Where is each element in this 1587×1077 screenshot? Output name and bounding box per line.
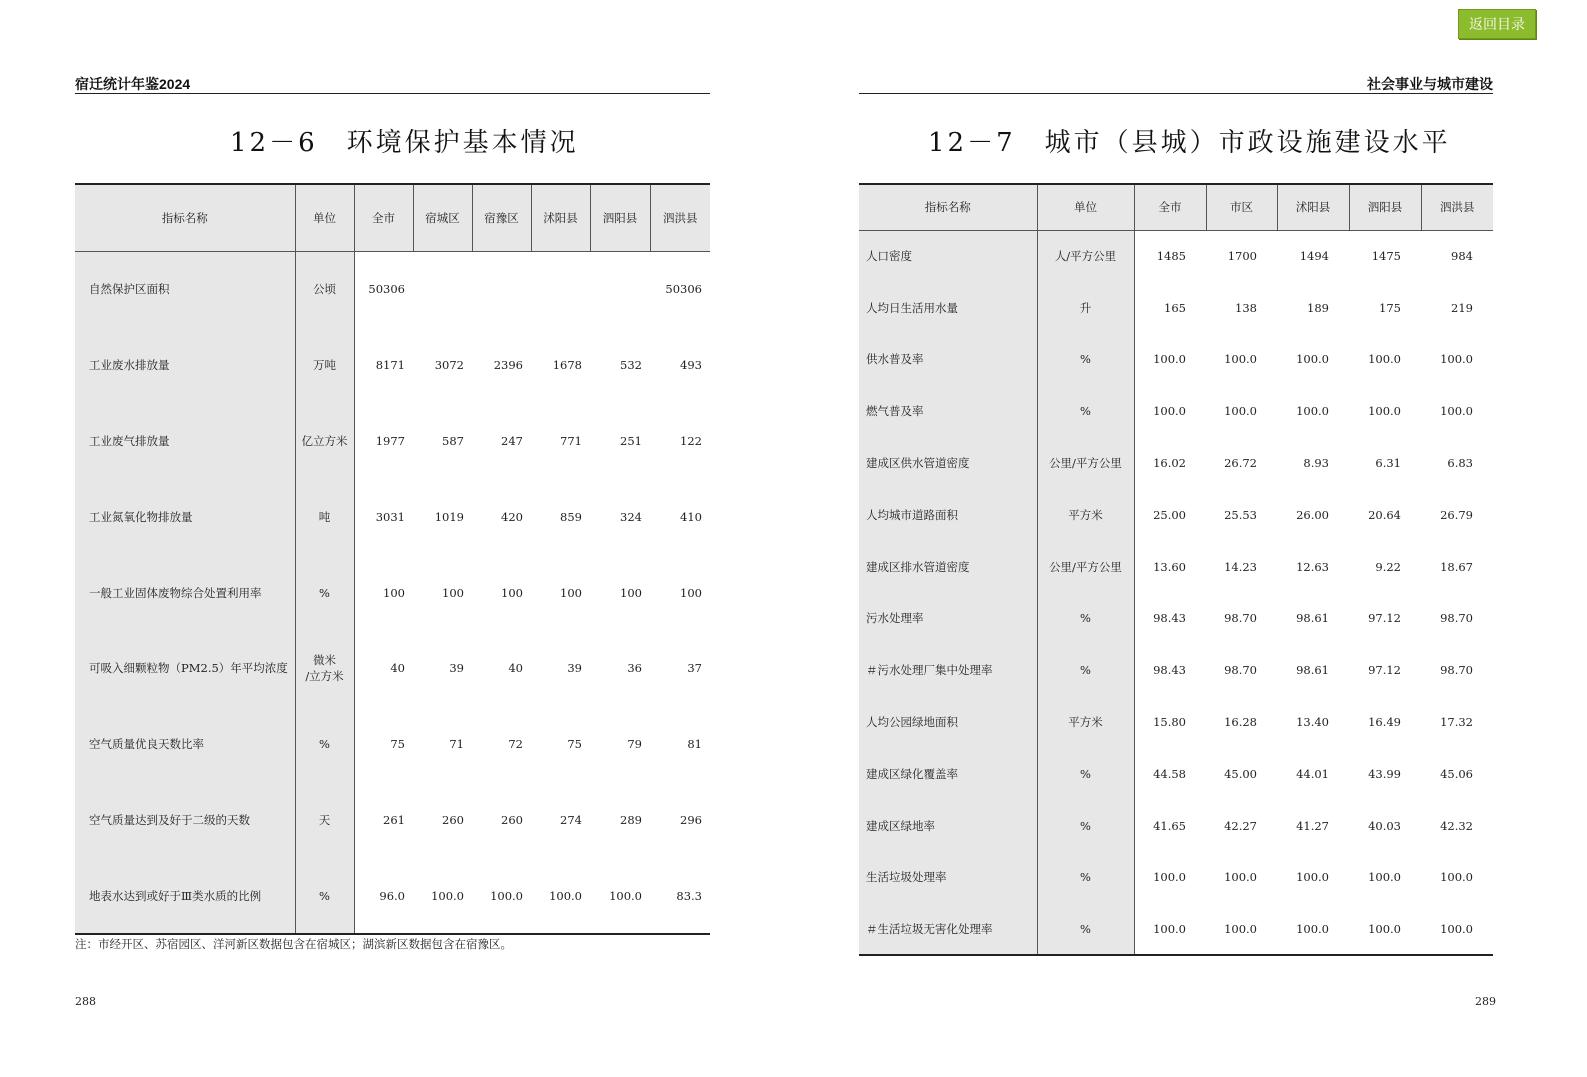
table-row	[859, 437, 1493, 489]
value-cell: 296	[680, 813, 702, 828]
value-cell: 12.63	[1296, 559, 1329, 574]
value-cell: 100.0	[1368, 870, 1401, 885]
table-row	[75, 706, 710, 782]
value-cell: 3072	[434, 357, 464, 372]
table-title-right: 12－7 城市（县城）市政设施建设水平	[928, 128, 1451, 158]
column-header: 泗阳县	[1349, 184, 1421, 230]
unit-cell: 微米 /立方米	[295, 630, 354, 706]
value-cell: 25.53	[1224, 507, 1257, 522]
indicator-name: 建成区供水管道密度	[859, 437, 1037, 489]
value-cell: 100.0	[609, 888, 642, 903]
value-cell: 39	[449, 661, 464, 676]
indicator-name: 工业废水排放量	[75, 327, 295, 403]
value-cell: 13.60	[1153, 559, 1186, 574]
value-cell: 100.0	[1224, 404, 1257, 419]
value-cell: 100.0	[1368, 921, 1401, 936]
value-cell	[590, 251, 650, 327]
value-cell: 98.43	[1153, 611, 1186, 626]
table-row	[859, 541, 1493, 593]
unit-cell: %	[295, 858, 354, 934]
value-cell: 100.0	[549, 888, 582, 903]
value-cell: 8.93	[1303, 456, 1329, 471]
value-cell	[413, 251, 472, 327]
value-cell: 75	[390, 737, 405, 752]
value-cell: 20.64	[1368, 507, 1401, 522]
table-row	[859, 696, 1493, 748]
value-cell: 420	[501, 509, 523, 524]
unit-cell: 吨	[295, 479, 354, 555]
table-row	[75, 479, 710, 555]
unit-cell: %	[1037, 852, 1134, 904]
indicator-name: 可吸入细颗粒物（PM2.5）年平均浓度	[75, 630, 295, 706]
value-cell: 100.0	[1224, 352, 1257, 367]
value-cell: 2396	[493, 357, 523, 372]
value-cell	[472, 251, 531, 327]
value-cell: 771	[560, 433, 582, 448]
value-cell: 18.67	[1440, 559, 1473, 574]
table-row	[859, 593, 1493, 645]
table-title-left: 12－6 环境保护基本情况	[230, 128, 579, 158]
column-header: 沭阳县	[531, 184, 590, 251]
indicator-name: 自然保护区面积	[75, 251, 295, 327]
value-cell: 44.58	[1153, 766, 1186, 781]
value-cell: 122	[680, 433, 702, 448]
table-row	[75, 858, 710, 934]
page-number-left: 288	[75, 995, 96, 1008]
value-cell: 1678	[552, 357, 582, 372]
table-row	[75, 555, 710, 631]
value-cell: 100.0	[1440, 352, 1473, 367]
value-cell: 100.0	[431, 888, 464, 903]
value-cell: 100	[442, 585, 464, 600]
table-note: 注：市经开区、苏宿园区、洋河新区数据包含在宿城区；湖滨新区数据包含在宿豫区。	[75, 937, 512, 951]
value-cell: 97.12	[1368, 663, 1401, 678]
value-cell: 25.00	[1153, 507, 1186, 522]
unit-cell: %	[1037, 903, 1134, 955]
column-header: 泗洪县	[1421, 184, 1493, 230]
value-cell: 251	[620, 433, 642, 448]
value-cell: 15.80	[1153, 715, 1186, 730]
indicator-name: 建成区绿地率	[859, 800, 1037, 852]
unit-cell: 人/平方公里	[1037, 230, 1134, 282]
value-cell: 98.43	[1153, 663, 1186, 678]
value-cell: 100	[620, 585, 642, 600]
value-cell: 100.0	[1440, 921, 1473, 936]
value-cell: 1475	[1371, 249, 1401, 264]
unit-cell: 亿立方米	[295, 403, 354, 479]
column-header: 单位	[295, 184, 354, 251]
value-cell: 98.70	[1224, 663, 1257, 678]
value-cell: 13.40	[1296, 715, 1329, 730]
value-cell: 100.0	[1153, 352, 1186, 367]
header-rule-left	[75, 93, 710, 94]
value-cell: 1019	[434, 509, 464, 524]
unit-cell: %	[1037, 334, 1134, 386]
table-row	[859, 230, 1493, 282]
value-cell: 100.0	[1296, 921, 1329, 936]
value-cell	[531, 251, 590, 327]
table-row	[859, 489, 1493, 541]
table-row	[859, 385, 1493, 437]
value-cell: 96.0	[379, 888, 405, 903]
value-cell: 6.31	[1375, 456, 1401, 471]
running-header-left: 宿迁统计年鉴2024	[75, 76, 191, 92]
value-cell: 98.61	[1296, 663, 1329, 678]
value-cell: 324	[620, 509, 642, 524]
value-cell: 1977	[375, 433, 405, 448]
unit-cell: 公里/平方公里	[1037, 541, 1134, 593]
unit-cell: 公顷	[295, 251, 354, 327]
column-header: 全市	[1134, 184, 1206, 230]
value-cell: 41.27	[1296, 818, 1329, 833]
value-cell: 100.0	[1296, 870, 1329, 885]
value-cell: 44.01	[1296, 766, 1329, 781]
value-cell: 41.65	[1153, 818, 1186, 833]
value-cell: 98.70	[1224, 611, 1257, 626]
value-cell: 175	[1379, 300, 1401, 315]
table-header-row	[75, 184, 710, 251]
column-header: 指标名称	[75, 184, 295, 251]
indicator-name: 建成区排水管道密度	[859, 541, 1037, 593]
value-cell: 165	[1164, 300, 1186, 315]
column-header: 宿豫区	[472, 184, 531, 251]
column-header: 全市	[354, 184, 413, 251]
value-cell: 40	[508, 661, 523, 676]
value-cell: 100.0	[1224, 921, 1257, 936]
value-cell: 16.02	[1153, 456, 1186, 471]
indicator-name: 地表水达到或好于Ⅲ类水质的比例	[75, 858, 295, 934]
table-row	[75, 782, 710, 858]
indicator-name: 人口密度	[859, 230, 1037, 282]
value-cell: 100.0	[1296, 404, 1329, 419]
value-cell: 97.12	[1368, 611, 1401, 626]
value-cell: 984	[1451, 249, 1473, 264]
value-cell: 1485	[1156, 249, 1186, 264]
value-cell: 26.00	[1296, 507, 1329, 522]
table-row	[859, 852, 1493, 904]
table-row	[75, 403, 710, 479]
unit-cell: %	[1037, 800, 1134, 852]
value-cell: 532	[620, 357, 642, 372]
value-cell: 36	[627, 661, 642, 676]
table-row	[75, 251, 710, 327]
indicator-name: 污水处理率	[859, 593, 1037, 645]
indicator-name: 空气质量达到及好于二级的天数	[75, 782, 295, 858]
value-cell: 42.32	[1440, 818, 1473, 833]
indicator-name: 建成区绿化覆盖率	[859, 748, 1037, 800]
unit-cell: 平方米	[1037, 489, 1134, 541]
indicator-name: 一般工业固体废物综合处置利用率	[75, 555, 295, 631]
value-cell: 100.0	[1153, 921, 1186, 936]
unit-cell: %	[1037, 748, 1134, 800]
table-row	[75, 630, 710, 706]
value-cell: 587	[442, 433, 464, 448]
column-header: 宿城区	[413, 184, 472, 251]
environment-table	[75, 183, 710, 935]
unit-cell: 平方米	[1037, 696, 1134, 748]
value-cell: 75	[567, 737, 582, 752]
indicator-name: 生活垃圾处理率	[859, 852, 1037, 904]
indicator-name: ＃生活垃圾无害化处理率	[859, 903, 1037, 955]
indicator-name: 工业氮氧化物排放量	[75, 479, 295, 555]
unit-cell: %	[295, 555, 354, 631]
value-cell: 100	[383, 585, 405, 600]
indicator-name: 空气质量优良天数比率	[75, 706, 295, 782]
value-cell: 37	[687, 661, 702, 676]
value-cell: 6.83	[1447, 456, 1473, 471]
value-cell: 50306	[368, 282, 405, 297]
page-number-right: 289	[1475, 995, 1496, 1008]
value-cell: 100.0	[1440, 870, 1473, 885]
municipal-facilities-table	[859, 183, 1493, 956]
value-cell: 100.0	[490, 888, 523, 903]
indicator-name: 人均城市道路面积	[859, 489, 1037, 541]
column-header: 市区	[1206, 184, 1277, 230]
table-row	[859, 748, 1493, 800]
value-cell: 43.99	[1368, 766, 1401, 781]
value-cell: 81	[687, 737, 702, 752]
table-row	[859, 282, 1493, 334]
unit-cell: %	[295, 706, 354, 782]
value-cell: 219	[1451, 300, 1473, 315]
value-cell: 16.28	[1224, 715, 1257, 730]
indicator-name: 人均日生活用水量	[859, 282, 1037, 334]
running-header-right: 社会事业与城市建设	[1367, 76, 1493, 92]
value-cell: 247	[501, 433, 523, 448]
column-header: 泗阳县	[590, 184, 650, 251]
value-cell: 45.06	[1440, 766, 1473, 781]
table-row	[859, 903, 1493, 955]
value-cell: 40.03	[1368, 818, 1401, 833]
value-cell: 289	[620, 813, 642, 828]
table-row	[859, 334, 1493, 386]
column-header: 沭阳县	[1277, 184, 1349, 230]
value-cell: 83.3	[676, 888, 702, 903]
value-cell: 40	[390, 661, 405, 676]
value-cell: 14.23	[1224, 559, 1257, 574]
value-cell: 493	[680, 357, 702, 372]
value-cell: 26.79	[1440, 507, 1473, 522]
value-cell: 1494	[1299, 249, 1329, 264]
value-cell: 100.0	[1153, 870, 1186, 885]
value-cell: 98.61	[1296, 611, 1329, 626]
indicator-name: 工业废气排放量	[75, 403, 295, 479]
value-cell: 189	[1307, 300, 1329, 315]
unit-cell: %	[1037, 385, 1134, 437]
column-header: 单位	[1037, 184, 1134, 230]
indicator-name: 燃气普及率	[859, 385, 1037, 437]
header-rule-right	[859, 93, 1493, 94]
value-cell: 100.0	[1440, 404, 1473, 419]
unit-cell: %	[1037, 593, 1134, 645]
table-row	[75, 327, 710, 403]
value-cell: 859	[560, 509, 582, 524]
column-header: 指标名称	[859, 184, 1037, 230]
value-cell: 26.72	[1224, 456, 1257, 471]
value-cell: 9.22	[1375, 559, 1401, 574]
unit-cell: 天	[295, 782, 354, 858]
back-to-contents-button[interactable]: 返回目录	[1458, 9, 1536, 39]
value-cell: 100	[680, 585, 702, 600]
value-cell: 100	[501, 585, 523, 600]
value-cell: 1700	[1227, 249, 1257, 264]
value-cell: 138	[1235, 300, 1257, 315]
value-cell: 100.0	[1224, 870, 1257, 885]
table-row	[859, 644, 1493, 696]
value-cell: 98.70	[1440, 611, 1473, 626]
value-cell: 45.00	[1224, 766, 1257, 781]
column-header: 泗洪县	[650, 184, 710, 251]
value-cell: 260	[501, 813, 523, 828]
value-cell: 17.32	[1440, 715, 1473, 730]
value-cell: 50306	[665, 282, 702, 297]
value-cell: 39	[567, 661, 582, 676]
indicator-name: ＃污水处理厂集中处理率	[859, 644, 1037, 696]
value-cell: 16.49	[1368, 715, 1401, 730]
unit-cell: 公里/平方公里	[1037, 437, 1134, 489]
value-cell: 100.0	[1153, 404, 1186, 419]
table-row	[859, 800, 1493, 852]
value-cell: 100.0	[1296, 352, 1329, 367]
unit-cell: 升	[1037, 282, 1134, 334]
unit-cell: %	[1037, 644, 1134, 696]
indicator-name: 供水普及率	[859, 334, 1037, 386]
value-cell: 260	[442, 813, 464, 828]
value-cell: 100.0	[1368, 404, 1401, 419]
value-cell: 3031	[375, 509, 405, 524]
unit-cell: 万吨	[295, 327, 354, 403]
value-cell: 261	[383, 813, 405, 828]
value-cell: 98.70	[1440, 663, 1473, 678]
value-cell: 100	[560, 585, 582, 600]
indicator-name: 人均公园绿地面积	[859, 696, 1037, 748]
value-cell: 100.0	[1368, 352, 1401, 367]
value-cell: 79	[627, 737, 642, 752]
value-cell: 8171	[375, 357, 405, 372]
value-cell: 274	[560, 813, 582, 828]
value-cell: 42.27	[1224, 818, 1257, 833]
value-cell: 72	[508, 737, 523, 752]
value-cell: 71	[449, 737, 464, 752]
table-header-row	[859, 184, 1493, 230]
value-cell: 410	[680, 509, 702, 524]
